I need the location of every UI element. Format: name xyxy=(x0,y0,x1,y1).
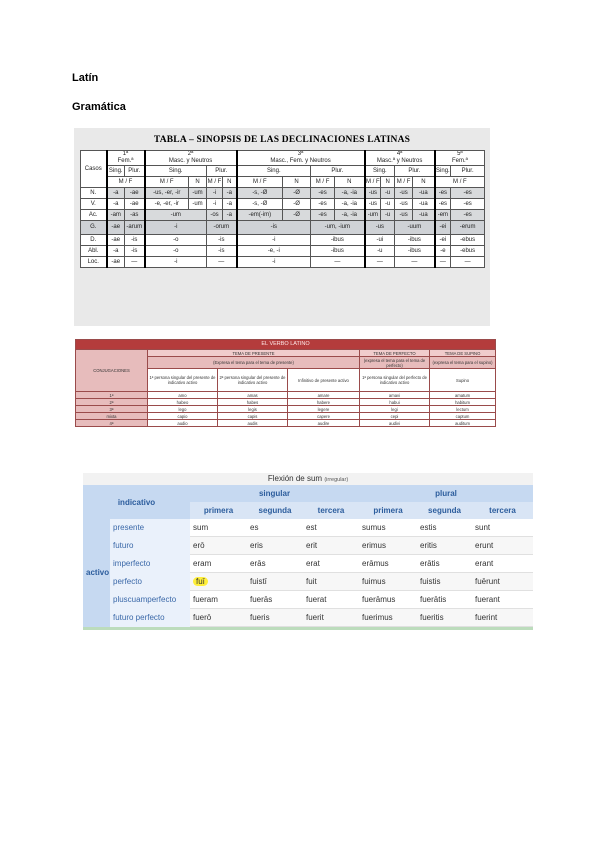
person-header: segunda xyxy=(247,502,303,519)
sum-form: fuerāmus xyxy=(359,591,417,609)
ending-cell: -a, -ia xyxy=(335,210,365,221)
verb-form: habere xyxy=(288,399,360,406)
ending-cell: -a, -ia xyxy=(335,199,365,210)
tense-label: pluscuamperfecto xyxy=(110,591,190,609)
ending-cell: -os xyxy=(207,210,223,221)
sub-header: Sing. xyxy=(237,166,311,177)
ending-cell: -ei xyxy=(435,221,451,235)
tema-supino-subheader: (expresa el tema para el supino) xyxy=(430,357,496,369)
ending-cell: -um xyxy=(365,210,381,221)
declension-table-caption: TABLA – SINOPSIS DE LAS DECLINACIONES LATINAS xyxy=(153,135,411,145)
sum-table xyxy=(83,485,533,627)
verb-form: audire xyxy=(288,420,360,427)
verb-row xyxy=(76,413,496,420)
sum-form: sumus xyxy=(359,519,417,537)
tense-label: perfecto xyxy=(110,573,190,591)
singular-header: singular xyxy=(190,485,359,502)
sub-header: Plur. xyxy=(207,166,237,177)
voice-label: activo xyxy=(83,519,110,627)
verb-form: habeo xyxy=(148,399,218,406)
verb-form: amavi xyxy=(360,392,430,399)
tema-presente-subheader: (Expresa el tema para el tema de presente) xyxy=(148,357,360,369)
verb-form: capere xyxy=(288,413,360,420)
col-header: 1ª persona singular del perfecto de indicativo activo xyxy=(360,369,430,392)
ending-cell: -us, -er, -ir xyxy=(145,188,189,199)
gender-header: M / F xyxy=(365,177,381,188)
ending-cell: — xyxy=(451,257,485,268)
ending-cell: -ui xyxy=(365,235,395,246)
verb-form: captum xyxy=(430,413,496,420)
case-label: N. xyxy=(81,188,107,199)
verb-form: capis xyxy=(218,413,288,420)
ending-cell: -u xyxy=(381,188,395,199)
tense-label: presente xyxy=(110,519,190,537)
ending-cell: -es xyxy=(311,199,335,210)
sum-form: erunt xyxy=(472,537,533,555)
ending-cell: -Ø xyxy=(283,199,311,210)
document-title: Latín xyxy=(72,72,99,84)
ending-cell: -ibus xyxy=(395,235,435,246)
indicativo-header: indicativo xyxy=(83,485,190,519)
conjugation-label: 2ª xyxy=(76,399,148,406)
verb-form: habui xyxy=(360,399,430,406)
ending-cell: -erum xyxy=(451,221,485,235)
ending-cell: -is xyxy=(125,246,145,257)
highlighted-form: fuī xyxy=(193,577,208,586)
ending-cell: — xyxy=(125,257,145,268)
sum-form: erō xyxy=(190,537,247,555)
sum-form: est xyxy=(303,519,359,537)
verb-form: legi xyxy=(360,406,430,413)
gender-header: M / F xyxy=(395,177,413,188)
ending-cell: -ei xyxy=(435,235,451,246)
conjugation-label: 1ª xyxy=(76,392,148,399)
sum-caption-note: (irregular) xyxy=(324,477,349,483)
ending-cell: -us xyxy=(395,210,413,221)
sum-form: erās xyxy=(247,555,303,573)
sum-form: fuit xyxy=(303,573,359,591)
sum-form: fuimus xyxy=(359,573,417,591)
conjugation-label: 3ª xyxy=(76,406,148,413)
sub-header: Plur. xyxy=(125,166,145,177)
person-header: segunda xyxy=(417,502,472,519)
ending-cell: -a xyxy=(107,199,125,210)
verb-form: amo xyxy=(148,392,218,399)
ending-cell: -um xyxy=(189,199,207,210)
ending-cell: -i xyxy=(237,235,311,246)
sum-form: fueris xyxy=(247,609,303,627)
sum-form: eris xyxy=(247,537,303,555)
ending-cell: -es xyxy=(311,210,335,221)
ending-cell: -ae xyxy=(107,257,125,268)
person-header: tercera xyxy=(303,502,359,519)
declension-table xyxy=(80,150,485,268)
sum-row-futuro xyxy=(83,537,533,555)
ending-cell: -us xyxy=(365,188,381,199)
verb-table xyxy=(75,339,496,427)
tema-perfecto-subheader: (expresa el tema para el tema de perfecto) xyxy=(360,357,430,369)
ending-cell: -is xyxy=(125,235,145,246)
verb-form: legere xyxy=(288,406,360,413)
ending-cell: -us xyxy=(395,188,413,199)
sum-form: erant xyxy=(472,555,533,573)
sum-form: erat xyxy=(303,555,359,573)
verb-form: capio xyxy=(148,413,218,420)
verb-row xyxy=(76,406,496,413)
sum-row-perfecto xyxy=(83,573,533,591)
sum-form: fuerint xyxy=(472,609,533,627)
case-label: G. xyxy=(81,221,107,235)
sum-form: fuerimus xyxy=(359,609,417,627)
ending-cell: -um xyxy=(145,210,207,221)
sum-form: erit xyxy=(303,537,359,555)
verb-table-title: EL VERBO LATINO xyxy=(76,340,496,350)
sub-header: Sing. xyxy=(365,166,395,177)
ending-cell: -i xyxy=(237,257,311,268)
conjugaciones-header: CONJUGACIONES xyxy=(76,350,148,392)
ending-cell: -ebus xyxy=(451,246,485,257)
ending-cell: -em(-im) xyxy=(237,210,283,221)
ending-cell: -ibus xyxy=(311,246,365,257)
ending-cell: -es xyxy=(311,188,335,199)
ending-cell: -ua xyxy=(413,210,435,221)
casos-header: Casos xyxy=(81,151,107,188)
sum-form: fueram xyxy=(190,591,247,609)
sum-table-bottom-border xyxy=(83,627,533,630)
ending-cell: -e, -i xyxy=(237,246,311,257)
conjugation-label: mixta xyxy=(76,413,148,420)
case-label: V. xyxy=(81,199,107,210)
ending-cell: -a xyxy=(107,188,125,199)
col-header: 2ª persona singular del presente de indicativo activo xyxy=(218,369,288,392)
sum-form: estis xyxy=(417,519,472,537)
sum-form: es xyxy=(247,519,303,537)
sum-form: fuērunt xyxy=(472,573,533,591)
ending-cell: -a xyxy=(223,199,237,210)
ending-cell: -um xyxy=(189,188,207,199)
ending-cell: -u xyxy=(381,199,395,210)
ending-cell: -orum xyxy=(207,221,237,235)
ending-cell: — xyxy=(311,257,365,268)
case-row-acusativo xyxy=(81,210,485,221)
declension-header-row-3 xyxy=(81,177,485,188)
gender-header: M / F xyxy=(435,177,485,188)
verb-form: audio xyxy=(148,420,218,427)
ending-cell: -es xyxy=(451,199,485,210)
ending-cell: -i xyxy=(207,199,223,210)
ending-cell: -ae xyxy=(107,235,125,246)
sum-table-image xyxy=(83,473,533,625)
ending-cell: -am xyxy=(107,210,125,221)
declension-header-row-2 xyxy=(81,166,485,177)
gender-header: M / F xyxy=(145,177,189,188)
ending-cell: -as xyxy=(125,210,145,221)
verb-table-image xyxy=(75,339,495,427)
sum-form: erātis xyxy=(417,555,472,573)
ending-cell: -a xyxy=(223,210,237,221)
sum-caption-text: Flexión de sum xyxy=(267,474,323,483)
ending-cell: -us xyxy=(365,221,395,235)
tense-label: imperfecto xyxy=(110,555,190,573)
sum-form: fuerit xyxy=(303,609,359,627)
case-label: Ac. xyxy=(81,210,107,221)
ending-cell: -ae xyxy=(125,199,145,210)
sub-header: Sing. xyxy=(145,166,207,177)
ending-cell: -a, -ia xyxy=(335,188,365,199)
ending-cell: -um, -ium xyxy=(311,221,365,235)
sum-row-imperfecto xyxy=(83,555,533,573)
verb-form: lego xyxy=(148,406,218,413)
ending-cell: -u xyxy=(381,210,395,221)
plural-header: plural xyxy=(359,485,533,502)
verb-form: amas xyxy=(218,392,288,399)
sum-form: fuerat xyxy=(303,591,359,609)
ending-cell: — xyxy=(365,257,395,268)
case-row-nominativo xyxy=(81,188,485,199)
decl-4-header: 4ª Masc.ª y Neutros xyxy=(365,151,435,166)
case-label: D. xyxy=(81,235,107,246)
ending-cell: -Ø xyxy=(283,210,311,221)
gender-header: N xyxy=(381,177,395,188)
gender-header: N xyxy=(335,177,365,188)
sum-form: eram xyxy=(190,555,247,573)
sum-table-caption xyxy=(83,473,533,485)
ending-cell: -i xyxy=(145,257,207,268)
ending-cell: -is xyxy=(207,235,237,246)
gender-header: N xyxy=(223,177,237,188)
ending-cell: -ibus xyxy=(395,246,435,257)
verb-form: legis xyxy=(218,406,288,413)
ending-cell: — xyxy=(207,257,237,268)
ending-cell: -us xyxy=(365,199,381,210)
col-header: Supino xyxy=(430,369,496,392)
verb-form: amatum xyxy=(430,392,496,399)
verb-form: audivi xyxy=(360,420,430,427)
decl-5-header: 5ª Fem.ª xyxy=(435,151,485,166)
gender-header: M / F xyxy=(207,177,223,188)
verb-form: habes xyxy=(218,399,288,406)
document-subtitle: Gramática xyxy=(72,101,126,113)
col-header: Infinitivo de presente activo xyxy=(288,369,360,392)
sub-header: Plur. xyxy=(395,166,435,177)
verb-form: amare xyxy=(288,392,360,399)
ending-cell: -i xyxy=(145,221,207,235)
sum-form: fuerās xyxy=(247,591,303,609)
declension-header-row-1 xyxy=(81,151,485,166)
ending-cell: -es xyxy=(451,210,485,221)
ending-cell: -ebus xyxy=(451,235,485,246)
tema-supino-header: TEMA DE SUPINO xyxy=(430,350,496,357)
person-header: tercera xyxy=(472,502,533,519)
ending-cell: -ua xyxy=(413,188,435,199)
decl-3-header: 3ª Masc., Fem. y Neutros xyxy=(237,151,365,166)
case-label: Abl. xyxy=(81,246,107,257)
ending-cell: -es xyxy=(435,188,451,199)
verb-row xyxy=(76,420,496,427)
sum-form: sum xyxy=(190,519,247,537)
sum-form: sunt xyxy=(472,519,533,537)
ending-cell: -is xyxy=(207,246,237,257)
ending-cell: -is xyxy=(237,221,311,235)
verb-form: lectum xyxy=(430,406,496,413)
decl-2-header: 2ª Masc. y Neutros xyxy=(145,151,237,166)
verb-row xyxy=(76,399,496,406)
ending-cell: -u xyxy=(365,246,395,257)
ending-cell: -e xyxy=(435,246,451,257)
verb-form: auditum xyxy=(430,420,496,427)
verb-form: habitum xyxy=(430,399,496,406)
case-row-genitivo xyxy=(81,221,485,235)
case-row-ablativo xyxy=(81,246,485,257)
tense-label: futuro xyxy=(110,537,190,555)
gender-header: M / F xyxy=(237,177,283,188)
case-row-dativo xyxy=(81,235,485,246)
sum-form: fuistis xyxy=(417,573,472,591)
person-header: primera xyxy=(190,502,247,519)
ending-cell: -ibus xyxy=(311,235,365,246)
ending-cell: -a xyxy=(107,246,125,257)
conjugation-label: 4ª xyxy=(76,420,148,427)
ending-cell: -a xyxy=(223,188,237,199)
ending-cell: -o xyxy=(145,235,207,246)
sum-form: fuistī xyxy=(247,573,303,591)
sub-header: Plur. xyxy=(311,166,365,177)
ending-cell: -e, -er, -ir xyxy=(145,199,189,210)
sub-header: Sing. xyxy=(107,166,125,177)
sum-form: eritis xyxy=(417,537,472,555)
ending-cell: -em xyxy=(435,210,451,221)
sum-row-presente xyxy=(83,519,533,537)
ending-cell: -ua xyxy=(413,199,435,210)
ending-cell: -es xyxy=(451,188,485,199)
gender-header: M / F xyxy=(311,177,335,188)
ending-cell: -ae xyxy=(107,221,125,235)
ending-cell: -uum xyxy=(395,221,435,235)
sum-form: fueritis xyxy=(417,609,472,627)
tema-perfecto-header: TEMA DE PERFECTO xyxy=(360,350,430,357)
tense-label: futuro perfecto xyxy=(110,609,190,627)
ending-cell: -Ø xyxy=(283,188,311,199)
case-row-vocativo xyxy=(81,199,485,210)
ending-cell: -s, -Ø xyxy=(237,188,283,199)
sum-form: fuerō xyxy=(190,609,247,627)
ending-cell: — xyxy=(435,257,451,268)
sum-form: erāmus xyxy=(359,555,417,573)
gender-header: M / F xyxy=(107,177,145,188)
ending-cell: -es xyxy=(435,199,451,210)
ending-cell: -ae xyxy=(125,188,145,199)
sum-form: erimus xyxy=(359,537,417,555)
col-header: 1ª persona singular del presente de indicativo activo xyxy=(148,369,218,392)
sum-row-pluscuamperfecto xyxy=(83,591,533,609)
gender-header: N xyxy=(413,177,435,188)
verb-form: audis xyxy=(218,420,288,427)
verb-row xyxy=(76,392,496,399)
ending-cell: -us xyxy=(395,199,413,210)
sum-form: fuerant xyxy=(472,591,533,609)
ending-cell: -i xyxy=(207,188,223,199)
case-row-locativo xyxy=(81,257,485,268)
ending-cell: — xyxy=(395,257,435,268)
gender-header: N xyxy=(189,177,207,188)
declension-table-image xyxy=(74,128,490,326)
decl-1-header: 1ª Fem.ª xyxy=(107,151,145,166)
gender-header: N xyxy=(283,177,311,188)
ending-cell: -arum xyxy=(125,221,145,235)
person-header: primera xyxy=(359,502,417,519)
tema-presente-header: TEMA DE PRESENTE xyxy=(148,350,360,357)
sum-form: fuerātis xyxy=(417,591,472,609)
verb-form: cepi xyxy=(360,413,430,420)
sum-form-highlighted xyxy=(190,573,247,591)
sub-header: Plur. xyxy=(451,166,485,177)
sub-header: Sing. xyxy=(435,166,451,177)
ending-cell: -o xyxy=(145,246,207,257)
case-label: Loc. xyxy=(81,257,107,268)
ending-cell: -s, -Ø xyxy=(237,199,283,210)
sum-row-futuro-perfecto xyxy=(83,609,533,627)
